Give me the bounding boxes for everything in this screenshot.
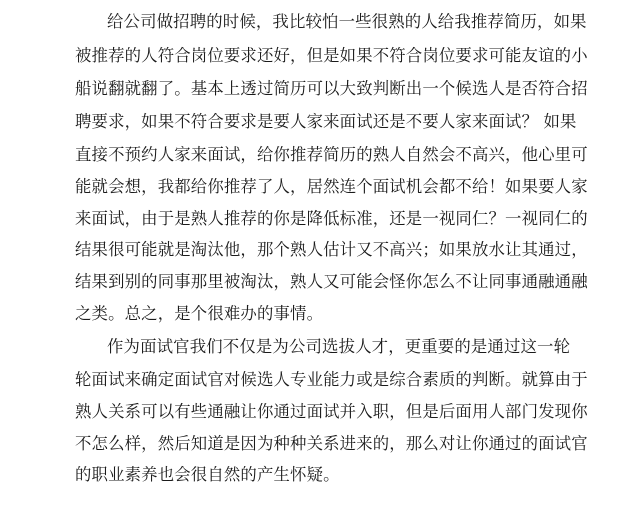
text-line: 被推荐的人符合岗位要求还好，但是如果不符合岗位要求可能友谊的小 [75,46,588,65]
text-line: 熟人关系可以有些通融让你通过面试并入职，但是后面用人部门发现你 [75,402,588,421]
text-line: 结果到别的同事那里被淘汰，熟人又可能会怪你怎么不让同事通融通融 [75,272,588,291]
text-line: 不怎么样，然后知道是因为种种关系进来的，那么对让你通过的面试官 [75,434,588,453]
text-line: 能就会想，我都给你推荐了人，居然连个面试机会都不给！如果要人家 [75,177,588,196]
text-line: 聘要求，如果不符合要求是要人家来面试还是不要人家来面试？ 如果 [75,112,577,131]
text-line: 的职业素养也会很自然的产生怀疑。 [75,465,340,484]
text-line: 给公司做招聘的时候，我比较怕一些很熟的人给我推荐简历，如果 [107,12,587,31]
text-line: 作为面试官我们不仅是为公司选拔人才，更重要的是通过这一轮 [107,337,571,356]
text-line: 来面试，由于是熟人推荐的你是降低标准，还是一视同仁？一视同仁的 [75,209,588,228]
text-line: 之类。总之，是个很难办的事情。 [75,304,324,323]
text-line: 结果很可能就是淘汰他，那个熟人估计又不高兴；如果放水让其通过， [75,240,588,259]
text-line: 船说翻就翻了。基本上透过简历可以大致判断出一个候选人是否符合招 [75,79,588,98]
text-line: 直接不预约人家来面试，给你推荐简历的熟人自然会不高兴，他心里可 [75,145,588,164]
text-line: 轮面试来确定面试官对候选人专业能力或是综合素质的判断。就算由于 [75,370,588,389]
